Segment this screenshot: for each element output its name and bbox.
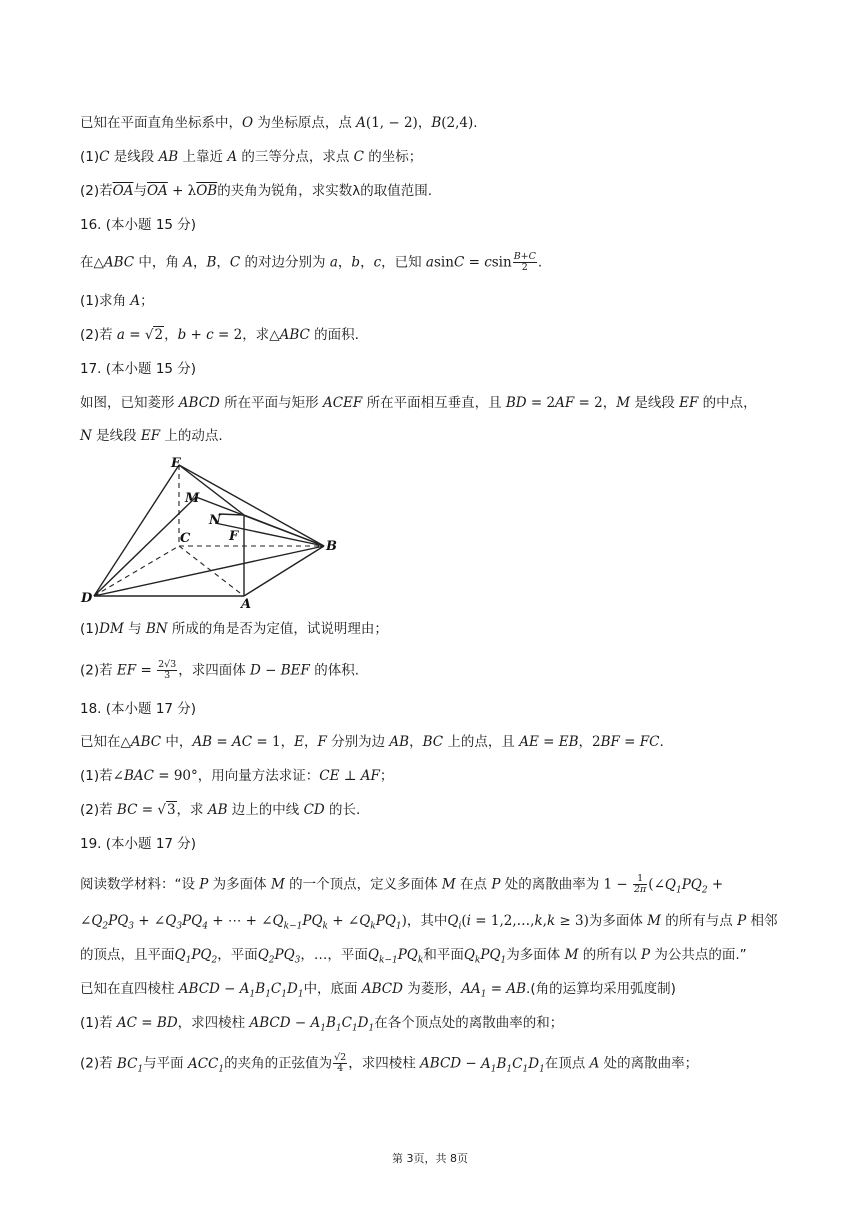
p17-heading: 17. (本小题 15 分) <box>80 361 197 377</box>
p16-intro: 在△ABC 中，角 A，B，C 的对边分别为 a，b，c，已知 asinC = csin $\frac{B+C}{2}$ . <box>80 251 543 273</box>
p17-q1: (1)DM 与 BN 所成的角是否为定值，试说明理由； <box>80 621 388 637</box>
label-F: F <box>229 529 239 544</box>
label-N: N <box>209 513 221 528</box>
geometry-figure <box>78 457 340 609</box>
p18-q1: (1)若∠BAC = 90°，用向量方法求证：CE ⊥ AF； <box>80 768 394 784</box>
label-C: C <box>180 531 191 546</box>
label-B: B <box>326 539 337 554</box>
p19-intro-line3: 的顶点，且平面$Q_1PQ_2$，平面$Q_2PQ_3$，…，平面$Q_{k-1}PQ_k$和平面$Q_kPQ_1$为多面体 M 的所有以 P 为公共点的面.” <box>80 947 747 966</box>
p15-intro: 已知在平面直角坐标系中，O 为坐标原点，点 A(1, − 2)，B(2,4). <box>80 115 478 131</box>
p19-q2: (2)若 $BC_1$与平面 $ACC_1$的夹角的正弦值为 $\frac{√2}{4}$ ，求四棱柱 ABCD − $A_1B_1C_1D_1$在顶点 A 处的离散曲率； <box>80 1052 699 1075</box>
p19-intro-line2: $\angle Q_2PQ_3$ + $\angle Q_3PQ_4$ + ⋯ + $\angle Q_{k-1}PQ_k$ + $\angle Q_kPQ_1$)，其中$Q_i(i$ = 1,2,…,k,k ≥ 3)为多面体 M 的所有与点 P 相邻 <box>80 913 778 932</box>
label-A: A <box>241 597 252 609</box>
p17-intro-line2: N 是线段 EF 上的动点. <box>80 428 223 444</box>
p15-q1: (1)C 是线段 AB 上靠近 A 的三等分点，求点 C 的坐标； <box>80 149 423 165</box>
label-D: D <box>81 591 93 606</box>
p18-heading: 18. (本小题 17 分) <box>80 701 197 717</box>
p18-q2: (2)若 BC = √3，求 AB 边上的中线 CD 的长. <box>80 802 361 818</box>
p16-q2: (2)若 a = √2，b + c = 2，求△ABC 的面积. <box>80 327 359 343</box>
p17-q2: (2)若 EF = $\frac{2√3}{3}$ ，求四面体 D − BEF 的体积. <box>80 659 359 681</box>
p19-intro-line1: 阅读数学材料：“设 P 为多面体 M 的一个顶点，定义多面体 M 在点 P 处的离散曲率为 1 − $\frac{1}{2\pi}$ ($\angle Q_1PQ_2$ + <box>80 873 724 896</box>
p16-heading: 16. (本小题 15 分) <box>80 217 197 233</box>
p15-q2: (2)若$\overline{OA}$与$\overline{OA} + \lambda\overline{OB}$的夹角为锐角，求实数λ的取值范围. <box>80 183 433 199</box>
p16-q1: (1)求角 A； <box>80 293 154 309</box>
label-M: M <box>185 491 200 506</box>
p17-intro-line1: 如图，已知菱形 ABCD 所在平面与矩形 ACEF 所在平面相互垂直，且 BD = 2AF = 2，M 是线段 EF 的中点， <box>80 395 757 411</box>
p19-q1: (1)若 AC = BD，求四棱柱 ABCD − $A_1B_1C_1D_1$在各个顶点处的离散曲率的和； <box>80 1015 564 1034</box>
p19-heading: 19. (本小题 17 分) <box>80 836 197 852</box>
p18-intro: 已知在△ABC 中，AB = AC = 1，E，F 分别为边 AB，BC 上的点，且 AE = EB，2BF = FC. <box>80 734 664 750</box>
page-footer: 第 3页，共 8页 <box>392 1152 468 1165</box>
label-E: E <box>171 457 181 471</box>
p19-intro-line4: 已知在直四棱柱 ABCD − $A_1B_1C_1D_1$中，底面 ABCD 为菱形，$AA_1 = AB$.(角的运算均采用弧度制) <box>80 981 676 1000</box>
